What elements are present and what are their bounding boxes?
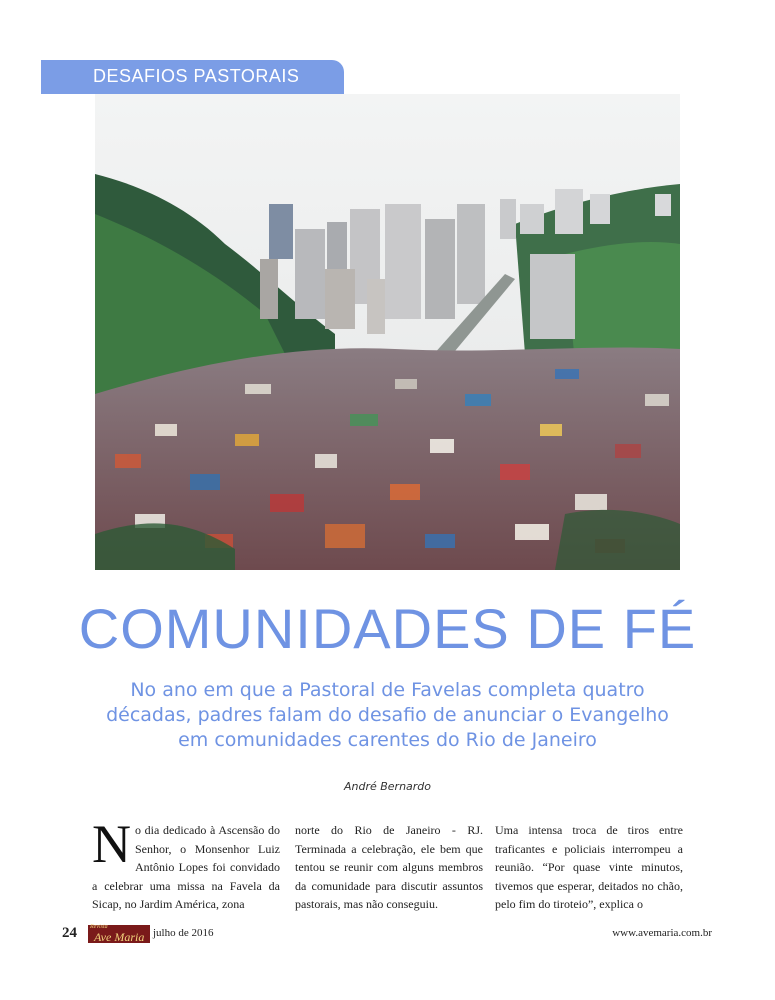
page-footer: [62, 925, 712, 945]
byline: André Bernardo: [343, 780, 432, 793]
body-column-1: [92, 814, 280, 914]
article-subtitle: No ano em que a Pastoral de Favelas completa quatro décadas, padres falam do desafio de anunciar o Evangelho em comunidades carentes do Rio de Janeiro: [106, 679, 669, 751]
section-tab: [41, 60, 344, 94]
magazine-logo: [88, 925, 150, 943]
drop-cap: N: [92, 814, 131, 874]
article-title: COMUNIDADES DE FÉ: [78, 597, 697, 660]
column-1-text: o dia dedicado à Ascensão do Senhor, o Monsenhor Luiz Antônio Lopes foi convidado a celebrar uma missa na Favela da Sicap, no Jardim América, zona: [92, 823, 280, 911]
body-column-2: norte do Rio de Janeiro - RJ. Terminada a celebração, ele bem que tentou se reunir com alguns membros da comunidade para discutir assuntos pastorais, mas não conseguiu.: [295, 823, 483, 911]
website-url: www.avemaria.com.br: [612, 927, 712, 939]
logo-name: Ave Maria: [94, 930, 145, 944]
favela-photo: [95, 94, 680, 570]
logo-small-text: Revista: [90, 924, 108, 930]
section-label: DESAFIOS PASTORAIS: [93, 66, 300, 86]
issue-date: julho de 2016: [153, 927, 214, 939]
page-number: 24: [62, 925, 77, 941]
body-column-3: Uma intensa troca de tiros entre traficantes e policiais interrompeu a reunião. “Por quase vinte minutos, tivemos que esperar, deitados no chão, pelo fim do tiroteio”, explica o: [495, 823, 683, 911]
